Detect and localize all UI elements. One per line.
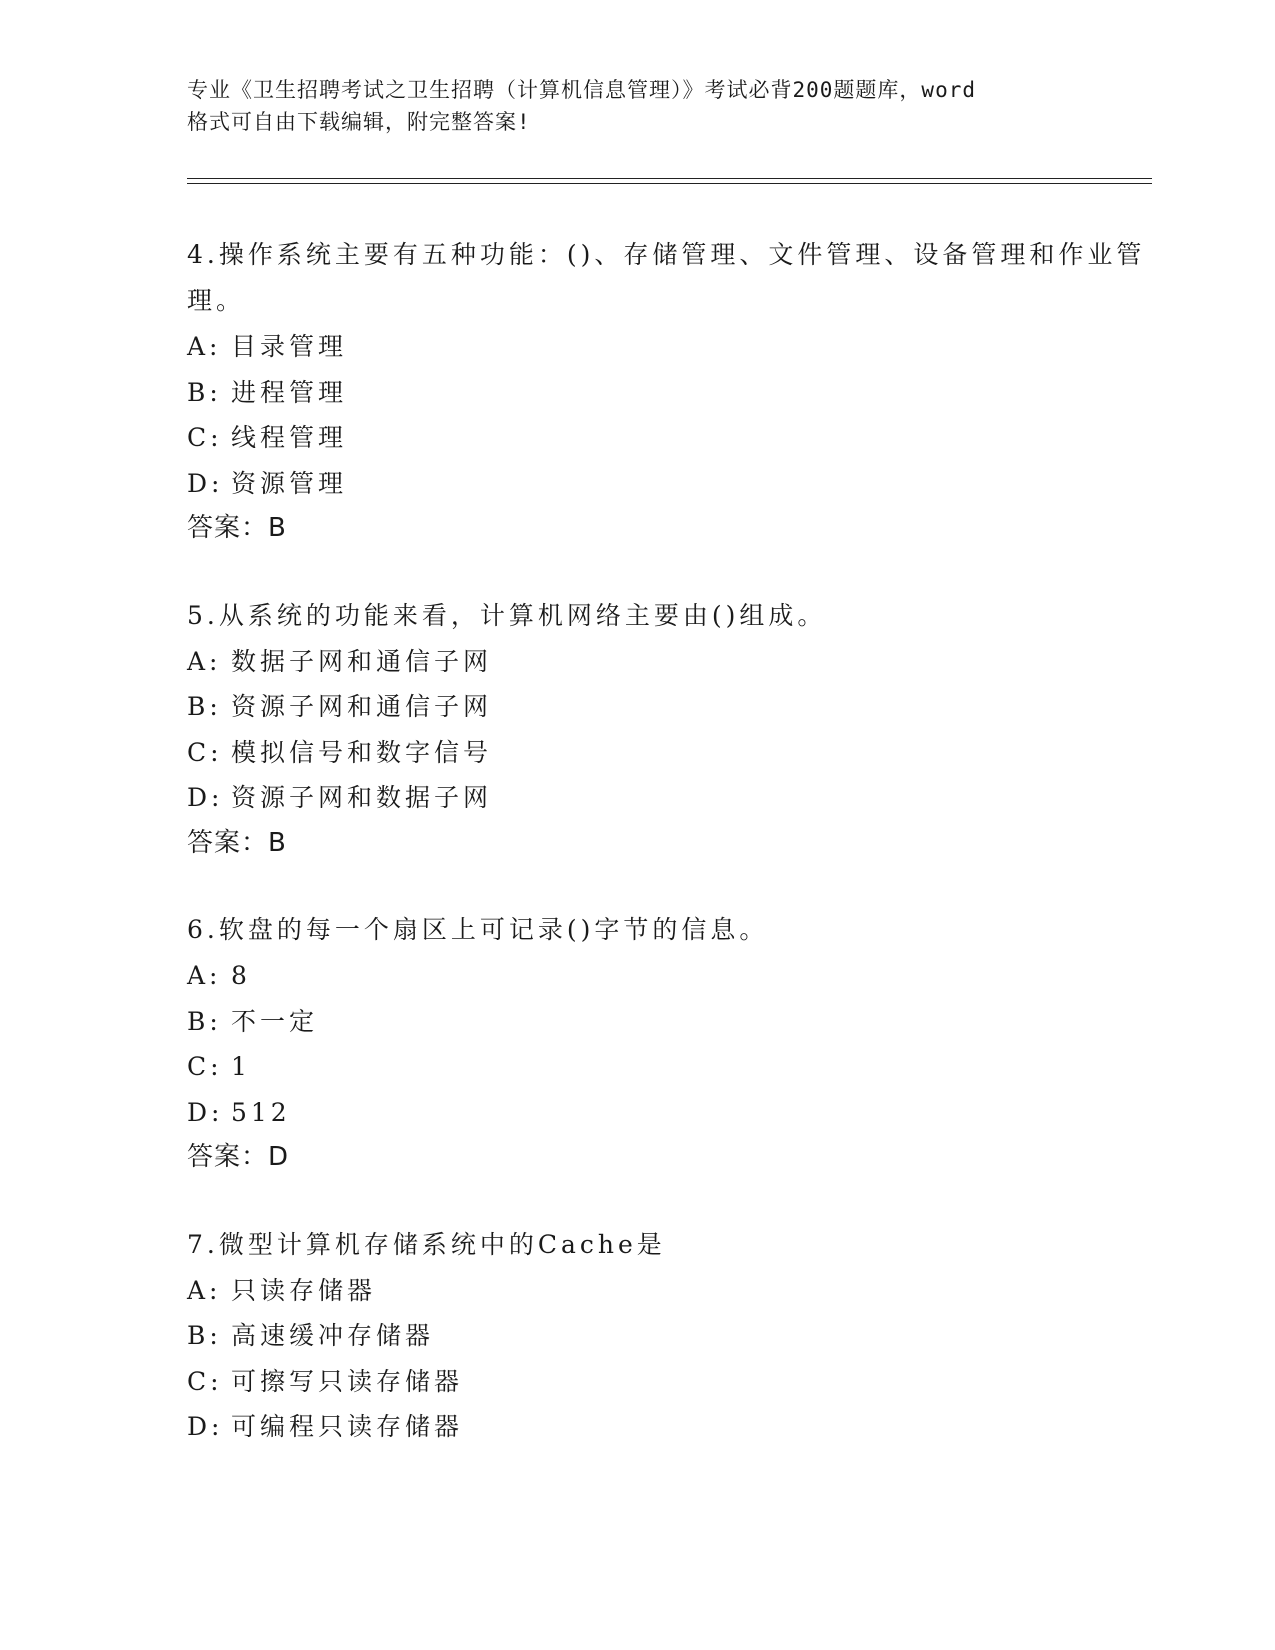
- header-divider-bottom: [187, 183, 1152, 184]
- question-6: [187, 907, 1147, 1181]
- option-label: C:: [187, 423, 223, 452]
- option-text: 模拟信号和数字信号: [231, 737, 493, 767]
- answer-text: 答案：B: [187, 827, 287, 858]
- option-d: [187, 775, 1147, 821]
- question-list: [187, 232, 1147, 1491]
- option-c: [187, 1044, 1147, 1090]
- option-label: C:: [187, 1366, 223, 1396]
- option-a: [187, 1268, 1147, 1314]
- question-text: 7.微型计算机存储系统中的Cache是: [187, 1229, 666, 1259]
- question-5: [187, 593, 1147, 867]
- option-label: B:: [187, 692, 222, 721]
- option-c: [187, 415, 1147, 461]
- answer-text: 答案：B: [187, 513, 287, 543]
- option-text: 资源子网和通信子网: [231, 692, 493, 721]
- question-text: 5.从系统的功能来看，计算机网络主要由()组成。: [187, 600, 827, 630]
- option-b: [187, 1313, 1147, 1359]
- option-d: [187, 1404, 1147, 1450]
- option-text: 不一定: [231, 1006, 319, 1036]
- option-text: 8: [231, 961, 251, 990]
- option-c: [187, 730, 1147, 776]
- option-label: B:: [187, 1006, 222, 1036]
- option-text: 数据子网和通信子网: [231, 646, 493, 676]
- option-label: C:: [187, 1052, 223, 1081]
- option-b: [187, 684, 1147, 730]
- option-b: [187, 999, 1147, 1045]
- option-label: C:: [187, 737, 223, 767]
- question-text: 4.操作系统主要有五种功能：()、存储管理、文件管理、设备管理和作业管理。: [187, 240, 1146, 315]
- question-text: 6.软盘的每一个扇区上可记录()字节的信息。: [187, 915, 769, 944]
- header-divider-top: [187, 178, 1152, 179]
- answer-text: 答案：D: [187, 1142, 290, 1172]
- header-line-1: 专业《卫生招聘考试之卫生招聘（计算机信息管理）》考试必背200题题库，word: [187, 78, 976, 102]
- option-label: D:: [187, 468, 224, 498]
- option-label: B:: [187, 1321, 222, 1350]
- option-text: 资源管理: [231, 468, 348, 498]
- option-label: A:: [187, 646, 222, 676]
- option-text: 高速缓冲存储器: [231, 1321, 435, 1350]
- option-d: [187, 1090, 1147, 1136]
- option-text: 资源子网和数据子网: [231, 783, 493, 812]
- option-text: 1: [231, 1052, 251, 1081]
- option-a: [187, 324, 1147, 370]
- option-text: 目录管理: [231, 332, 348, 361]
- option-text: 可擦写只读存储器: [231, 1366, 464, 1396]
- option-label: B:: [187, 377, 222, 407]
- option-text: 进程管理: [231, 377, 348, 407]
- option-label: D:: [187, 783, 224, 812]
- option-label: A:: [187, 332, 222, 361]
- option-c: [187, 1359, 1147, 1405]
- header-line-2: 格式可自由下载编辑，附完整答案!: [187, 110, 531, 134]
- option-text: 只读存储器: [231, 1275, 377, 1305]
- option-d: [187, 461, 1147, 507]
- option-label: A:: [187, 961, 222, 990]
- option-a: [187, 639, 1147, 685]
- option-a: [187, 953, 1147, 999]
- option-label: A:: [187, 1275, 222, 1305]
- question-4: [187, 232, 1147, 552]
- option-text: 线程管理: [231, 423, 348, 452]
- question-7: [187, 1222, 1147, 1450]
- option-label: D:: [187, 1097, 224, 1127]
- option-text: 可编程只读存储器: [231, 1412, 464, 1441]
- option-text: 512: [231, 1097, 291, 1127]
- document-header: [187, 74, 1087, 138]
- option-b: [187, 370, 1147, 416]
- option-label: D:: [187, 1412, 224, 1441]
